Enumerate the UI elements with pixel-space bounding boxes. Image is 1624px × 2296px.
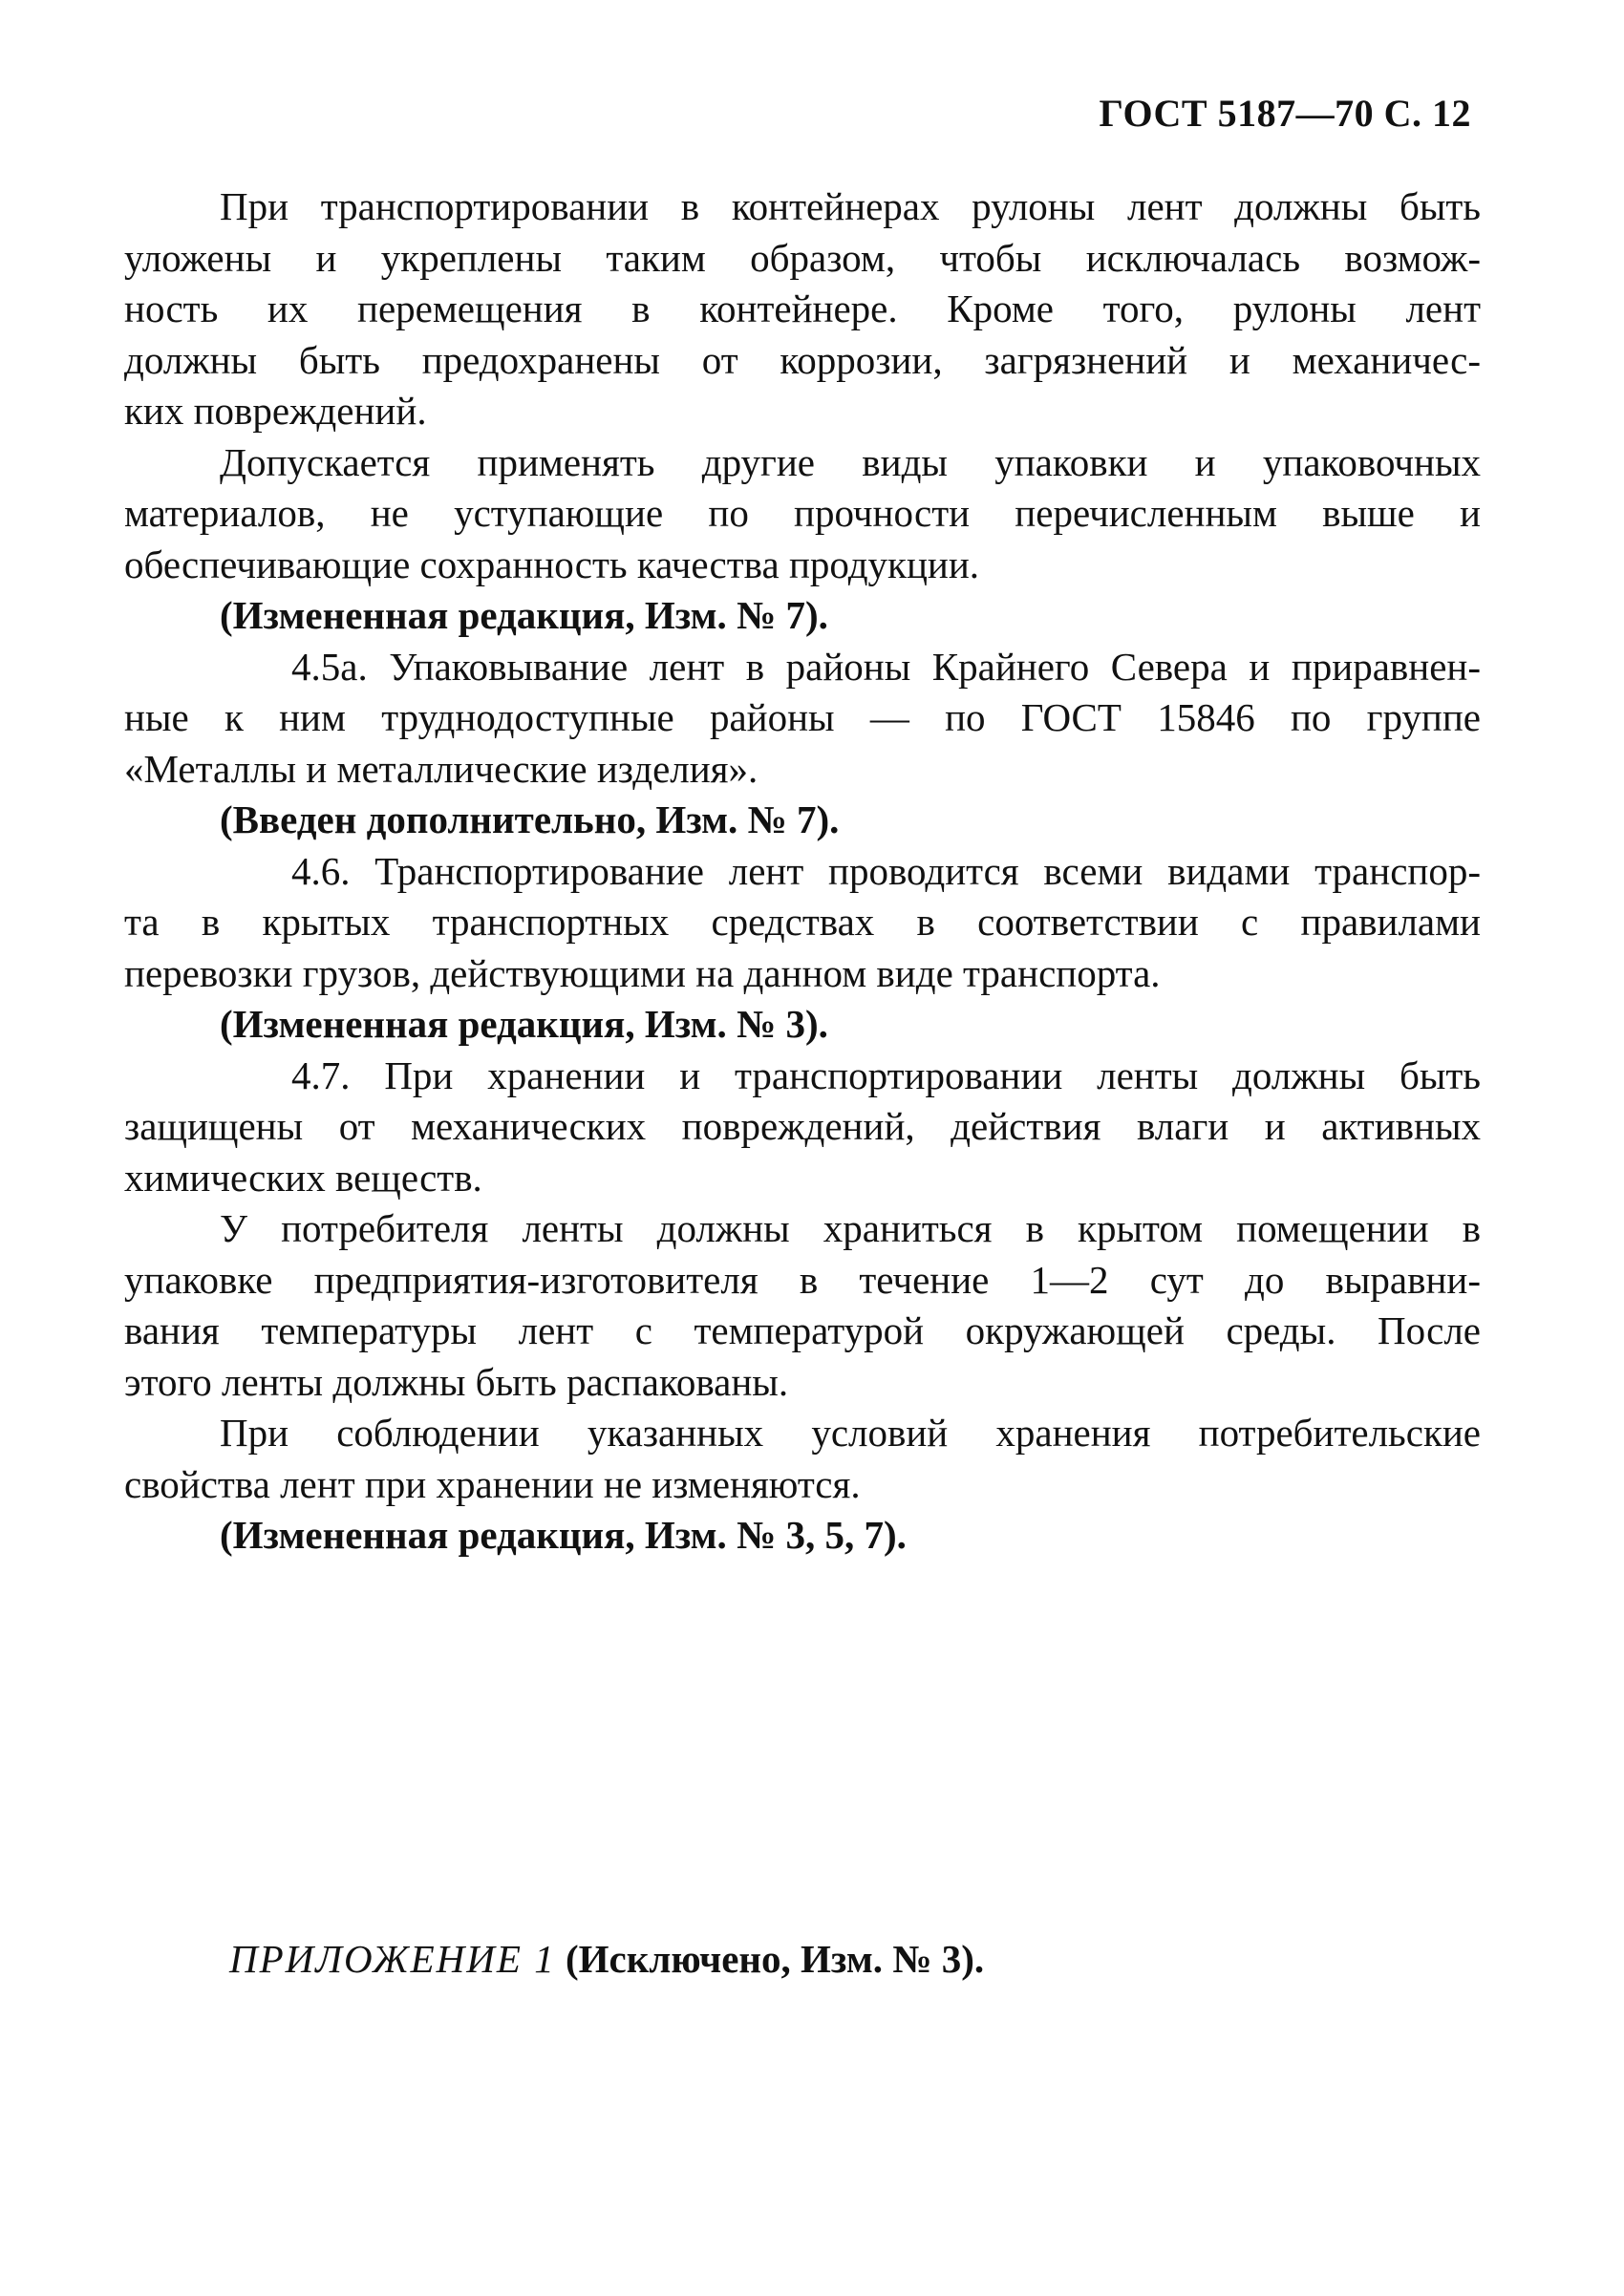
text-line: ность их перемещения в контейнере. Кроме того, рулоны лент <box>124 287 1481 330</box>
paragraph <box>124 642 1481 796</box>
text-line: 4.6. Транспортирование лент проводится всеми видами транспор- <box>291 848 1481 893</box>
paragraph <box>124 1051 1481 1204</box>
text-line: перевозки грузов, действующими на данном виде транспорта. <box>124 950 1161 995</box>
appendix-line <box>229 1934 984 1986</box>
text-line: этого ленты должны быть распакованы. <box>124 1359 789 1404</box>
text-line: При транспортировании в контейнерах рулоны лент должны быть <box>220 184 1481 228</box>
text-line: «Металлы и металлические изделия». <box>124 746 759 791</box>
paragraph <box>124 437 1481 591</box>
text-line: При соблюдении указанных условий хранения потребительские <box>220 1411 1481 1455</box>
paragraph <box>124 846 1481 1000</box>
text-line: 4.5а. Упаковывание лент в районы Крайнего Севера и приравнен- <box>291 644 1481 689</box>
text-line: химических веществ. <box>124 1155 482 1200</box>
text-line: 4.7. При хранении и транспортировании ленты должны быть <box>291 1052 1481 1097</box>
text-line: защищены от механических повреждений, действия влаги и активных <box>124 1104 1481 1148</box>
page-header: ГОСТ 5187—70 С. 12 <box>1099 92 1471 135</box>
text-line: Допускается применять другие виды упаковки и упаковочных <box>220 439 1481 484</box>
text-line: вания температуры лент с температурой окружающей среды. После <box>124 1308 1481 1352</box>
text-line: ные к ним труднодоступные районы — по ГОСТ 15846 по группе <box>124 695 1481 739</box>
text-line: материалов, не уступающие по прочности перечисленным выше и <box>124 491 1481 535</box>
text-line: должны быть предохранены от коррозии, загрязнений и механичес- <box>124 337 1481 382</box>
text-line: обеспечивающие сохранность качества продукции. <box>124 542 980 586</box>
text-line: та в крытых транспортных средствах в соответствии с правилами <box>124 900 1481 944</box>
text-line: свойства лент при хранении не изменяются. <box>124 1461 861 1506</box>
text-line: У потребителя ленты должны храниться в крытом помещении в <box>220 1206 1481 1250</box>
appendix-note: (Исключено, Изм. № 3). <box>565 1937 985 1981</box>
paragraph <box>124 1408 1481 1510</box>
text-line: ких повреждений. <box>124 389 427 433</box>
paragraph <box>124 181 1481 437</box>
text-line: уложены и укреплены таким образом, чтобы исключалась возмож- <box>124 235 1481 280</box>
appendix-label: ПРИЛОЖЕНИЕ 1 <box>229 1937 556 1981</box>
document-body <box>124 181 1481 1562</box>
amendment-note: (Введен дополнительно, Изм. № 7). <box>220 797 840 841</box>
amendment-note: (Измененная редакция, Изм. № 3, 5, 7). <box>220 1513 907 1557</box>
text-line: упаковке предприятия-изготовителя в течение 1—2 сут до выравни- <box>124 1257 1481 1302</box>
amendment-note: (Измененная редакция, Изм. № 3). <box>220 1002 828 1046</box>
paragraph <box>124 1203 1481 1408</box>
amendment-note: (Измененная редакция, Изм. № 7). <box>220 593 828 637</box>
